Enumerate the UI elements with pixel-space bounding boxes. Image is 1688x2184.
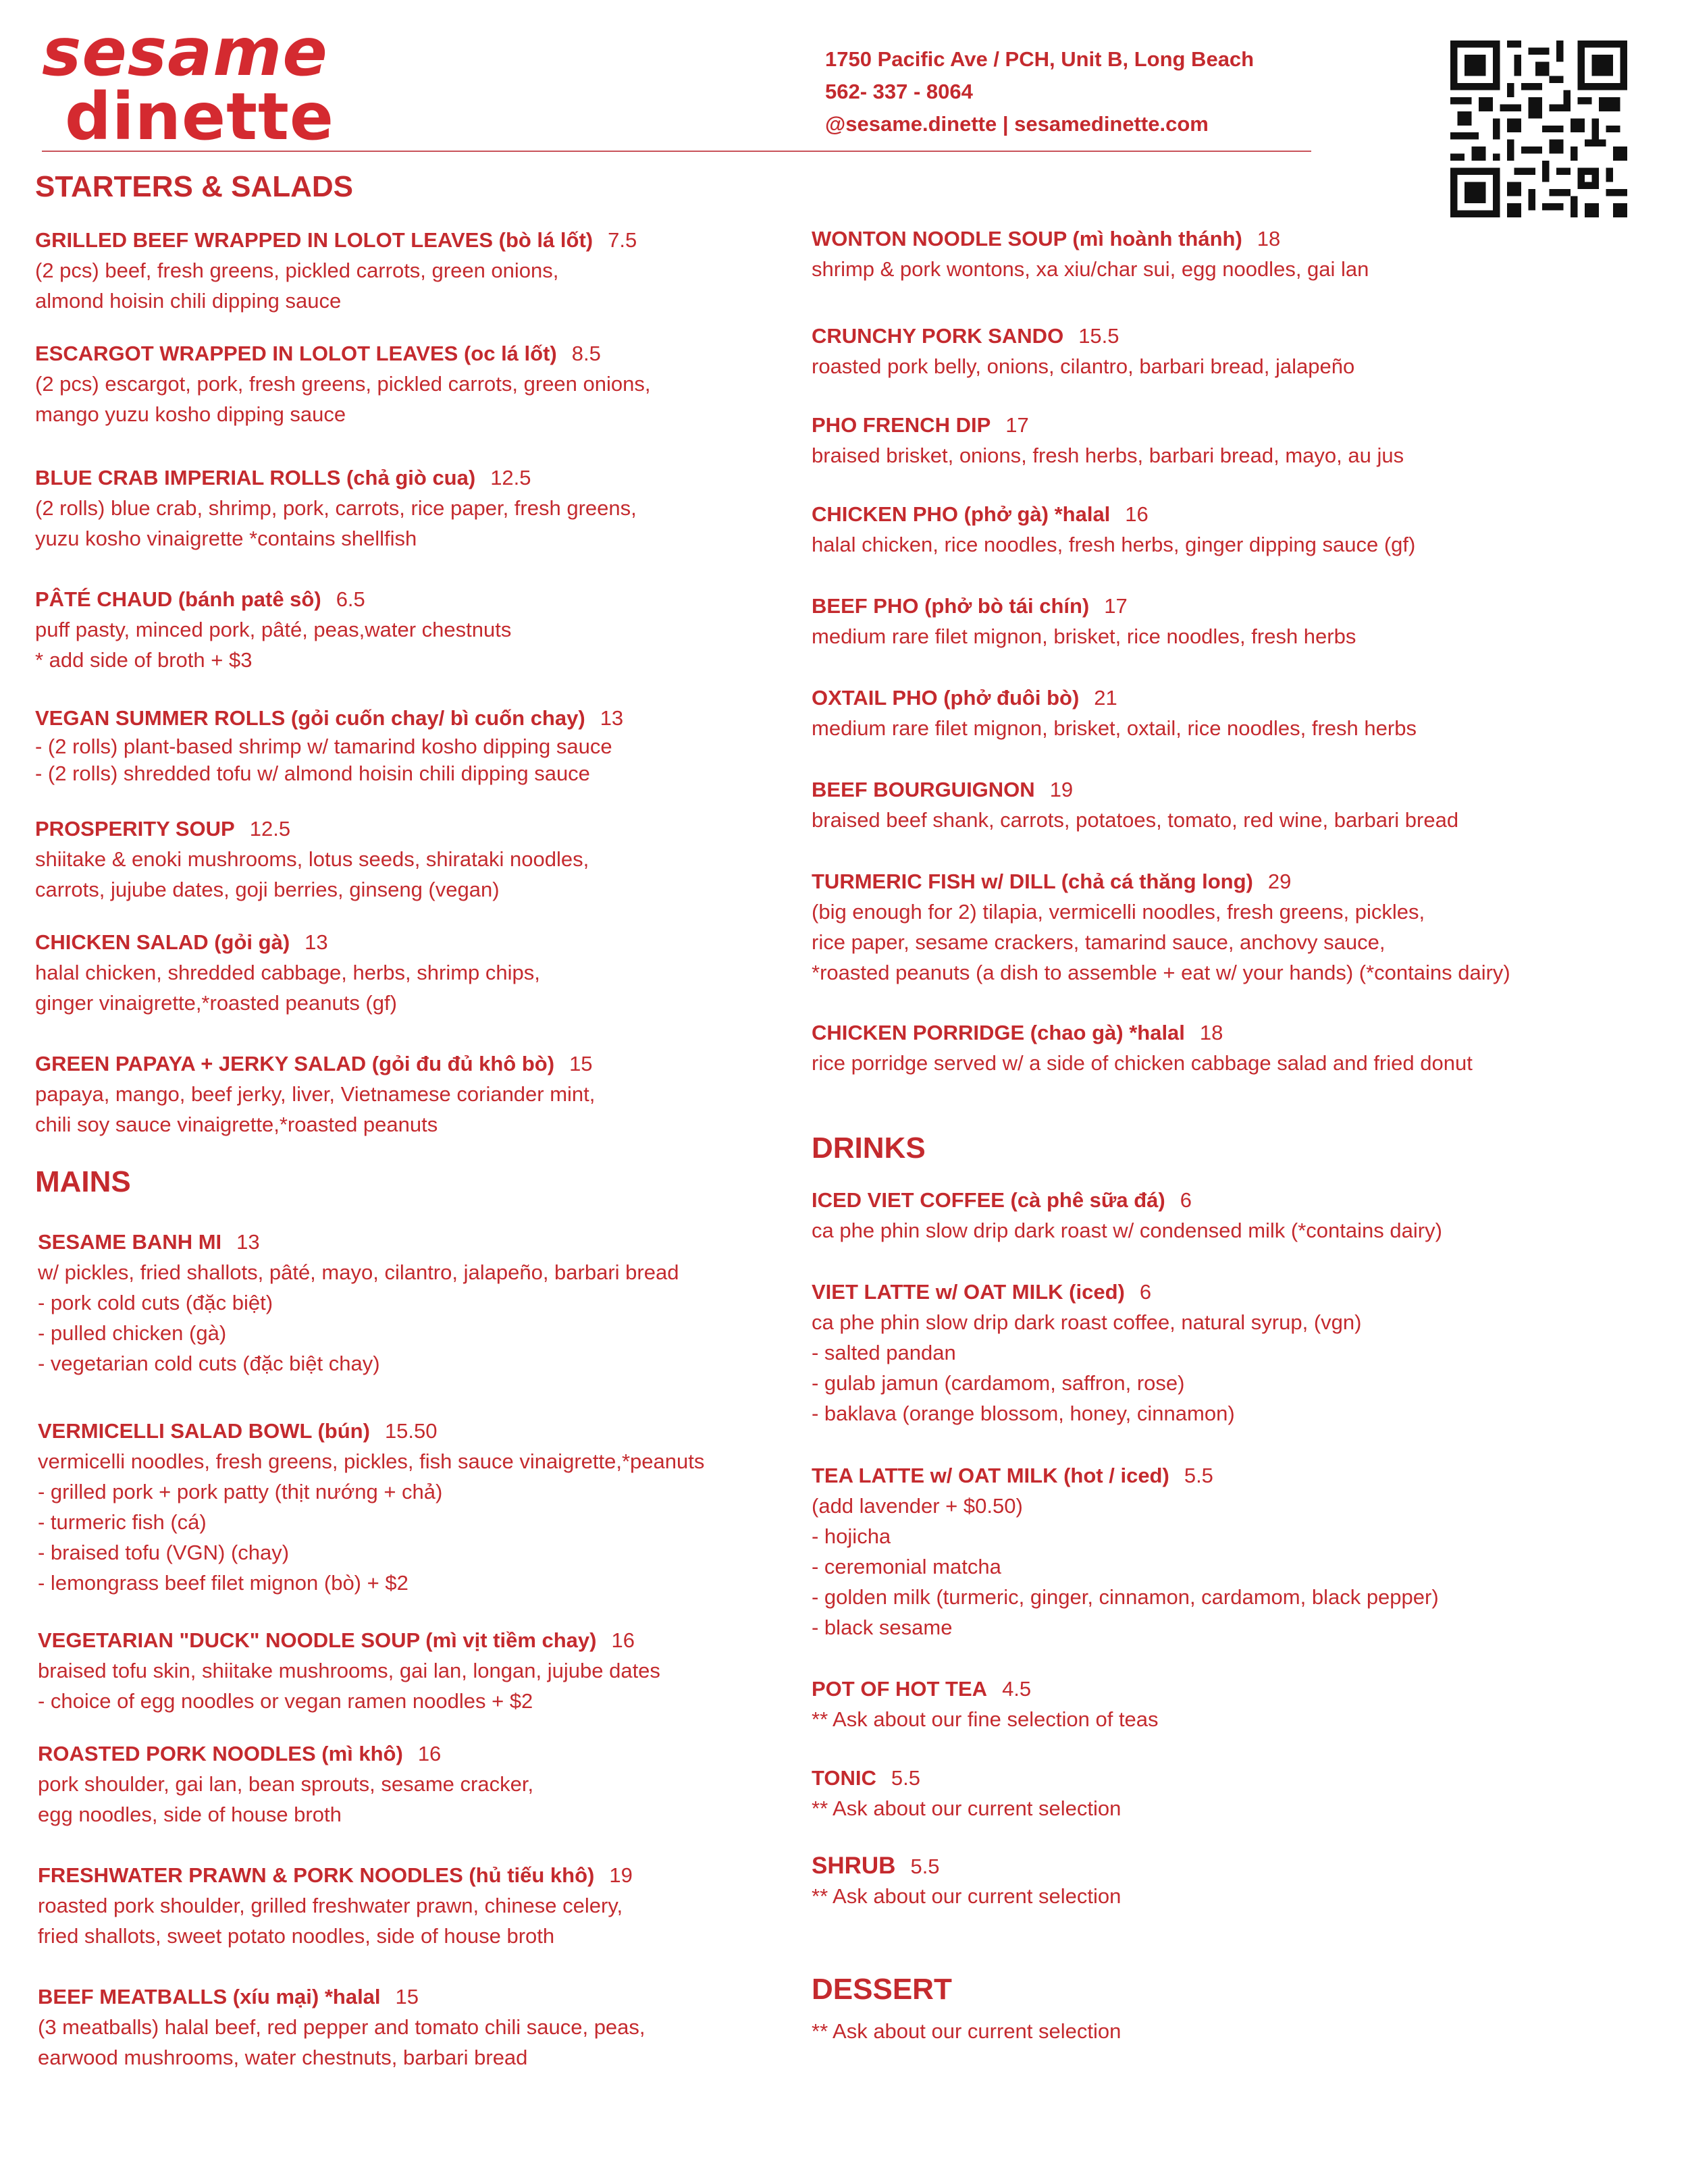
menu-item bbox=[35, 814, 589, 905]
item-price: 21 bbox=[1094, 686, 1117, 710]
item-description: ca phe phin slow drip dark roast coffee, natural syrup, (vgn) bbox=[812, 1310, 1362, 1334]
menu-item bbox=[812, 1674, 1159, 1734]
item-description: carrots, jujube dates, goji berries, ginseng (vegan) bbox=[35, 878, 500, 901]
item-option: - choice of egg noodles or vegan ramen noodles + $2 bbox=[38, 1689, 533, 1713]
item-price: 29 bbox=[1267, 870, 1292, 893]
item-description: - (2 rolls) shredded tofu w/ almond hoisin chili dipping sauce bbox=[35, 762, 590, 785]
item-option: - lemongrass beef filet mignon (bò) + $2 bbox=[38, 1571, 408, 1595]
item-name: SHRUB bbox=[812, 1853, 896, 1879]
item-name: CHICKEN PHO (phở gà) *halal bbox=[812, 502, 1111, 526]
item-price: 7.5 bbox=[608, 228, 637, 252]
menu-item bbox=[812, 500, 1415, 560]
menu-item bbox=[812, 321, 1354, 381]
section-title-dessert: DESSERT bbox=[812, 1973, 952, 2006]
menu-item bbox=[35, 225, 637, 316]
section-title-mains: MAINS bbox=[35, 1165, 131, 1198]
item-price: 5.5 bbox=[1184, 1464, 1213, 1487]
item-price: 5.5 bbox=[891, 1766, 920, 1790]
item-description: w/ pickles, fried shallots, pâté, mayo, cilantro, jalapeño, barbari bread bbox=[38, 1260, 679, 1284]
item-price: 8.5 bbox=[571, 342, 601, 365]
item-description: chili soy sauce vinaigrette,*roasted peanuts bbox=[35, 1113, 438, 1136]
menu-item bbox=[812, 1018, 1473, 1078]
item-price: 15.50 bbox=[384, 1419, 438, 1443]
item-description: halal chicken, rice noodles, fresh herbs, ginger dipping sauce (gf) bbox=[812, 533, 1416, 556]
item-name: SESAME BANH MI bbox=[38, 1230, 222, 1254]
item-name: VEGAN SUMMER ROLLS (gỏi cuốn chay/ bì cuốn chay) bbox=[35, 706, 585, 730]
item-name: PHO FRENCH DIP bbox=[812, 413, 991, 437]
item-description: ** Ask about our current selection bbox=[812, 1884, 1122, 1908]
menu-item bbox=[35, 463, 637, 554]
item-description: ** Ask about our fine selection of teas bbox=[812, 1707, 1159, 1731]
item-name: ROASTED PORK NOODLES (mì khô) bbox=[38, 1742, 403, 1765]
item-description: ** Ask about our current selection bbox=[812, 1796, 1122, 1820]
menu-item bbox=[812, 591, 1356, 651]
item-description: shiitake & enoki mushrooms, lotus seeds, shirataki noodles, bbox=[35, 847, 589, 871]
item-description: medium rare filet mignon, brisket, rice noodles, fresh herbs bbox=[812, 624, 1356, 648]
item-name: CHICKEN PORRIDGE (chao gà) *halal bbox=[812, 1021, 1185, 1044]
item-name: CRUNCHY PORK SANDO bbox=[812, 324, 1064, 348]
item-name: BEEF PHO (phở bò tái chín) bbox=[812, 594, 1090, 618]
menu-item bbox=[35, 703, 623, 787]
menu-item bbox=[38, 1626, 660, 1716]
item-price: 6.5 bbox=[336, 587, 365, 611]
item-name: VEGETARIAN "DUCK" NOODLE SOUP (mì vịt tiềm chay) bbox=[38, 1628, 597, 1652]
qr-code-icon[interactable] bbox=[1450, 41, 1627, 217]
item-description: ca phe phin slow drip dark roast w/ condensed milk (*contains dairy) bbox=[812, 1219, 1442, 1242]
item-price: 15 bbox=[569, 1052, 593, 1075]
item-option: - hojicha bbox=[812, 1524, 891, 1548]
section-title-drinks: DRINKS bbox=[812, 1131, 926, 1165]
menu-item bbox=[35, 1049, 595, 1140]
item-name: WONTON NOODLE SOUP (mì hoành thánh) bbox=[812, 227, 1242, 250]
item-option: - vegetarian cold cuts (đặc biệt chay) bbox=[38, 1352, 380, 1375]
item-description: halal chicken, shredded cabbage, herbs, shrimp chips, bbox=[35, 961, 540, 984]
menu-item bbox=[38, 1416, 704, 1598]
item-name: CHICKEN SALAD (gỏi gà) bbox=[35, 930, 290, 954]
item-option: - grilled pork + pork patty (thịt nướng + chả) bbox=[38, 1480, 443, 1503]
item-description: earwood mushrooms, water chestnuts, barbari bread bbox=[38, 2046, 528, 2069]
item-description: pork shoulder, gai lan, bean sprouts, sesame cracker, bbox=[38, 1772, 534, 1796]
item-description: (3 meatballs) halal beef, red pepper and tomato chili sauce, peas, bbox=[38, 2015, 645, 2039]
item-description: roasted pork belly, onions, cilantro, barbari bread, jalapeño bbox=[812, 354, 1355, 378]
item-name: PÂTÉ CHAUD (bánh patê sô) bbox=[35, 587, 321, 611]
item-price: 18 bbox=[1199, 1021, 1223, 1044]
menu-item bbox=[812, 867, 1510, 988]
item-name: PROSPERITY SOUP bbox=[35, 817, 235, 841]
item-price: 17 bbox=[1005, 413, 1029, 437]
item-price: 12.5 bbox=[249, 817, 291, 841]
item-name: GREEN PAPAYA + JERKY SALAD (gỏi đu đủ khô bò) bbox=[35, 1052, 555, 1075]
item-name: TURMERIC FISH w/ DILL (chả cá thăng long) bbox=[812, 870, 1253, 893]
item-description: (2 pcs) beef, fresh greens, pickled carrots, green onions, bbox=[35, 259, 559, 282]
item-option: - gulab jamun (cardamom, saffron, rose) bbox=[812, 1371, 1185, 1395]
item-description: ** Ask about our current selection bbox=[812, 2019, 1122, 2043]
logo bbox=[42, 14, 334, 155]
logo-line-1: sesame bbox=[42, 14, 328, 91]
item-name: POT OF HOT TEA bbox=[812, 1677, 988, 1701]
item-price: 12.5 bbox=[490, 466, 531, 489]
item-description: roasted pork shoulder, grilled freshwater prawn, chinese celery, bbox=[38, 1894, 623, 1917]
item-option: - salted pandan bbox=[812, 1341, 956, 1364]
item-description: * add side of broth + $3 bbox=[35, 648, 253, 672]
item-price: 15 bbox=[395, 1985, 419, 2008]
item-description: braised tofu skin, shiitake mushrooms, gai lan, longan, jujube dates bbox=[38, 1659, 660, 1682]
item-price: 13 bbox=[236, 1230, 260, 1254]
menu-item bbox=[812, 410, 1404, 471]
item-description: fried shallots, sweet potato noodles, side of house broth bbox=[38, 1924, 555, 1948]
menu-item bbox=[35, 339, 651, 429]
item-description: - (2 rolls) plant-based shrimp w/ tamarind kosho dipping sauce bbox=[35, 735, 612, 758]
phone: 562- 337 - 8064 bbox=[825, 80, 973, 103]
item-price: 17 bbox=[1104, 594, 1128, 618]
contact-block bbox=[825, 43, 1254, 140]
item-description: (2 rolls) blue crab, shrimp, pork, carrots, rice paper, fresh greens, bbox=[35, 496, 637, 520]
item-description: egg noodles, side of house broth bbox=[38, 1803, 342, 1826]
item-description: puff pasty, minced pork, pâté, peas,water chestnuts bbox=[35, 618, 512, 641]
menu-item bbox=[812, 2016, 1121, 2046]
item-description: (add lavender + $0.50) bbox=[812, 1494, 1023, 1518]
item-price: 16 bbox=[417, 1742, 442, 1765]
item-price: 19 bbox=[1049, 778, 1074, 801]
item-description: rice porridge served w/ a side of chicken cabbage salad and fried donut bbox=[812, 1051, 1473, 1075]
item-description: vermicelli noodles, fresh greens, pickles, fish sauce vinaigrette,*peanuts bbox=[38, 1449, 705, 1473]
item-price: 13 bbox=[600, 706, 624, 730]
item-option: - ceremonial matcha bbox=[812, 1555, 1001, 1578]
item-option: - pork cold cuts (đặc biệt) bbox=[38, 1291, 273, 1314]
item-name: GRILLED BEEF WRAPPED IN LOLOT LEAVES (bò lá lốt) bbox=[35, 228, 594, 252]
item-price: 19 bbox=[609, 1863, 633, 1887]
item-description: mango yuzu kosho dipping sauce bbox=[35, 402, 346, 426]
menu-item bbox=[812, 683, 1417, 743]
item-option: - baklava (orange blossom, honey, cinnamon) bbox=[812, 1402, 1235, 1425]
menu-item bbox=[812, 224, 1369, 284]
item-description: shrimp & pork wontons, xa xiu/char sui, egg noodles, gai lan bbox=[812, 257, 1369, 281]
menu-item bbox=[38, 1739, 533, 1830]
logo-line-2: dinette bbox=[65, 79, 334, 155]
item-description: (big enough for 2) tilapia, vermicelli noodles, fresh greens, pickles, bbox=[812, 900, 1425, 924]
item-description: *roasted peanuts (a dish to assemble + eat w/ your hands) (*contains dairy) bbox=[812, 961, 1510, 984]
menu-item bbox=[812, 1277, 1361, 1429]
menu-item bbox=[35, 585, 511, 675]
menu-item bbox=[812, 1186, 1442, 1246]
item-name: BLUE CRAB IMPERIAL ROLLS (chả giò cua) bbox=[35, 466, 476, 489]
item-price: 13 bbox=[305, 930, 328, 954]
menu-item bbox=[35, 928, 540, 1018]
social-links[interactable]: @sesame.dinette | sesamedinette.com bbox=[825, 112, 1209, 136]
item-price: 4.5 bbox=[1002, 1677, 1032, 1701]
item-description: rice paper, sesame crackers, tamarind sauce, anchovy sauce, bbox=[812, 930, 1386, 954]
item-price: 6 bbox=[1139, 1280, 1152, 1304]
item-option: - turmeric fish (cá) bbox=[38, 1510, 207, 1534]
item-name: VERMICELLI SALAD BOWL (bún) bbox=[38, 1419, 370, 1443]
menu-item bbox=[812, 1461, 1439, 1643]
item-description: (2 pcs) escargot, pork, fresh greens, pickled carrots, green onions, bbox=[35, 372, 651, 396]
item-name: BEEF MEATBALLS (xíu mại) *halal bbox=[38, 1985, 381, 2008]
item-option: - pulled chicken (gà) bbox=[38, 1321, 227, 1345]
address: 1750 Pacific Ave / PCH, Unit B, Long Beach bbox=[825, 47, 1255, 71]
item-description: papaya, mango, beef jerky, liver, Vietnamese coriander mint, bbox=[35, 1082, 596, 1106]
item-price: 16 bbox=[611, 1628, 635, 1652]
menu-item bbox=[812, 1851, 1121, 1911]
item-name: BEEF BOURGUIGNON bbox=[812, 778, 1035, 801]
item-description: braised beef shank, carrots, potatoes, tomato, red wine, barbari bread bbox=[812, 808, 1459, 832]
menu-item bbox=[812, 775, 1458, 835]
item-price: 18 bbox=[1257, 227, 1281, 250]
item-option: - golden milk (turmeric, ginger, cinnamon, cardamom, black pepper) bbox=[812, 1585, 1439, 1609]
item-name: TONIC bbox=[812, 1766, 876, 1790]
item-name: TEA LATTE w/ OAT MILK (hot / iced) bbox=[812, 1464, 1169, 1487]
item-description: ginger vinaigrette,*roasted peanuts (gf) bbox=[35, 991, 397, 1015]
item-option: - black sesame bbox=[812, 1616, 953, 1639]
item-option: - braised tofu (VGN) (chay) bbox=[38, 1541, 290, 1564]
item-description: almond hoisin chili dipping sauce bbox=[35, 289, 342, 313]
item-name: FRESHWATER PRAWN & PORK NOODLES (hủ tiếu khô) bbox=[38, 1863, 595, 1887]
item-price: 5.5 bbox=[910, 1855, 940, 1878]
item-description: braised brisket, onions, fresh herbs, barbari bread, mayo, au jus bbox=[812, 444, 1404, 467]
item-name: OXTAIL PHO (phở đuôi bò) bbox=[812, 686, 1080, 710]
header-divider bbox=[42, 151, 1311, 152]
item-name: ICED VIET COFFEE (cà phê sữa đá) bbox=[812, 1188, 1165, 1212]
item-price: 6 bbox=[1180, 1188, 1192, 1212]
item-description: yuzu kosho vinaigrette *contains shellfish bbox=[35, 527, 417, 550]
item-name: VIET LATTE w/ OAT MILK (iced) bbox=[812, 1280, 1125, 1304]
item-price: 15.5 bbox=[1078, 324, 1119, 348]
item-description: medium rare filet mignon, brisket, oxtail, rice noodles, fresh herbs bbox=[812, 716, 1417, 740]
menu-item bbox=[812, 1763, 1121, 1823]
menu-item bbox=[38, 1982, 645, 2073]
menu-item bbox=[38, 1861, 633, 1951]
item-name: ESCARGOT WRAPPED IN LOLOT LEAVES (oc lá lốt) bbox=[35, 342, 557, 365]
item-price: 16 bbox=[1125, 502, 1149, 526]
menu-item bbox=[38, 1227, 679, 1379]
section-title-starters: STARTERS & SALADS bbox=[35, 170, 353, 203]
